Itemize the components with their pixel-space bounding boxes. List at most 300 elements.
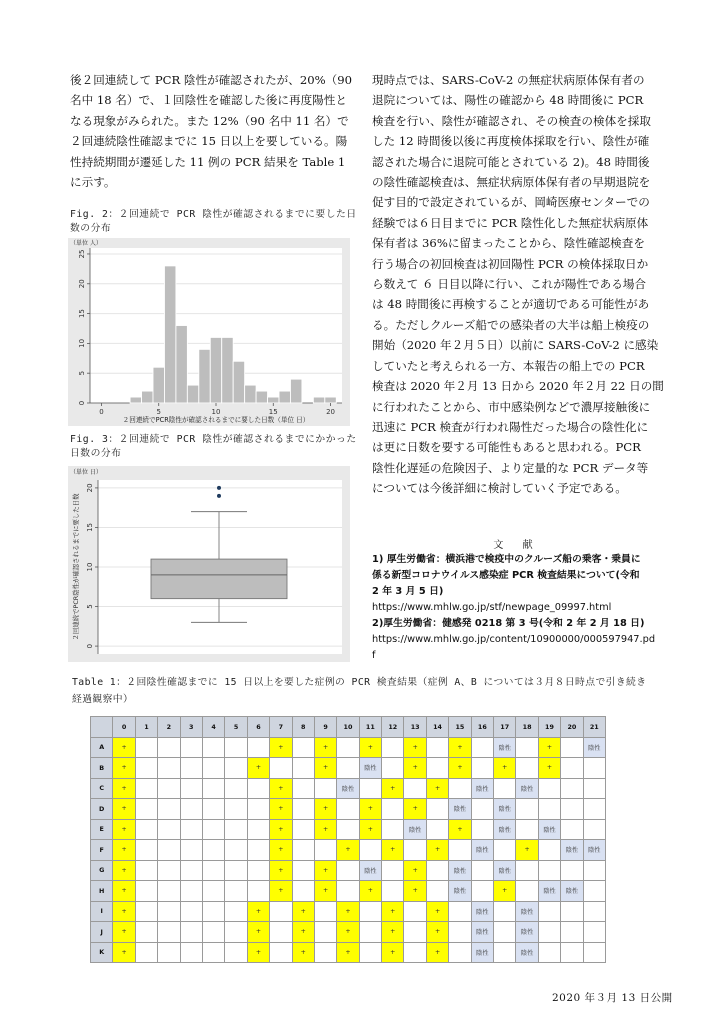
positive-cell: + (516, 840, 538, 861)
positive-cell: + (359, 737, 381, 758)
empty-cell (516, 758, 538, 779)
table-row (91, 758, 606, 779)
empty-cell (561, 758, 583, 779)
day-column-header: 16 (471, 717, 493, 738)
day-column-header: 13 (404, 717, 426, 738)
negative-cell: 陰性 (449, 881, 471, 902)
positive-cell: + (247, 922, 269, 943)
x-tick-label: 0 (99, 408, 104, 416)
histogram-bar (279, 391, 290, 403)
paragraph-line: ら数えて ６ 日目以降に行い、これが陽性である場合 (372, 277, 647, 292)
empty-cell (202, 799, 224, 820)
case-label: D (91, 799, 113, 820)
empty-cell (292, 799, 314, 820)
negative-cell: 陰性 (471, 942, 493, 963)
positive-cell: + (382, 942, 404, 963)
positive-cell: + (449, 819, 471, 840)
paragraph-line: なる現象がみられた。また 12%（90 名中 11 名）で (70, 113, 349, 128)
paragraph-line: ２回連続陰性確認までに 15 日以上を要している。陽 (70, 134, 348, 149)
positive-cell: + (337, 901, 359, 922)
x-axis-label: ２回連続でPCR陰性が確認されるまでに要した日数（単位 日） (122, 416, 310, 424)
figure-2-caption (70, 208, 355, 236)
reference-line: https://www.mhlw.go.jp/stf/newpage_09997.html (372, 602, 612, 613)
day-column-header: 3 (180, 717, 202, 738)
x-tick-label: 20 (326, 408, 336, 416)
empty-cell (135, 860, 157, 881)
empty-cell (225, 881, 247, 902)
positive-cell: + (426, 942, 448, 963)
empty-cell (382, 737, 404, 758)
positive-cell: + (314, 737, 336, 758)
empty-cell (247, 840, 269, 861)
empty-cell (583, 778, 605, 799)
day-column-header: 1 (135, 717, 157, 738)
negative-cell: 陰性 (471, 901, 493, 922)
empty-cell (202, 901, 224, 922)
empty-cell (314, 840, 336, 861)
empty-cell (180, 901, 202, 922)
empty-cell (404, 778, 426, 799)
empty-cell (180, 819, 202, 840)
empty-cell (561, 942, 583, 963)
empty-cell (180, 799, 202, 820)
empty-cell (382, 758, 404, 779)
negative-cell: 陰性 (494, 860, 516, 881)
positive-cell: + (404, 881, 426, 902)
empty-cell (516, 860, 538, 881)
empty-cell (359, 942, 381, 963)
empty-cell (292, 840, 314, 861)
positive-cell: + (270, 819, 292, 840)
day-column-header: 20 (561, 717, 583, 738)
empty-cell (583, 799, 605, 820)
empty-cell (270, 922, 292, 943)
table-1 (90, 716, 606, 963)
empty-cell (516, 737, 538, 758)
empty-cell (561, 860, 583, 881)
empty-cell (583, 922, 605, 943)
positive-cell: + (337, 922, 359, 943)
empty-cell (225, 799, 247, 820)
empty-cell (449, 922, 471, 943)
box (151, 559, 287, 599)
empty-cell (382, 799, 404, 820)
figure-3-boxplot (68, 466, 350, 662)
paragraph-line: 行う場合の初回検査は初回陽性 PCR の検体採取日か (372, 256, 649, 271)
empty-cell (292, 758, 314, 779)
positive-cell: + (113, 881, 135, 902)
table-row (91, 778, 606, 799)
case-label: J (91, 922, 113, 943)
negative-cell: 陰性 (494, 737, 516, 758)
histogram-bar (256, 391, 267, 403)
empty-cell (225, 942, 247, 963)
case-label: F (91, 840, 113, 861)
negative-cell: 陰性 (471, 922, 493, 943)
day-column-header: 21 (583, 717, 605, 738)
caption-line: 経過観察中） (72, 694, 134, 705)
positive-cell: + (404, 860, 426, 881)
positive-cell: + (538, 758, 560, 779)
empty-cell (314, 901, 336, 922)
empty-cell (135, 758, 157, 779)
x-tick-label: 15 (268, 408, 278, 416)
day-column-header: 6 (247, 717, 269, 738)
histogram-bar (199, 349, 210, 403)
empty-cell (158, 737, 180, 758)
positive-cell: + (113, 819, 135, 840)
paragraph-line: 経験では６日目までに PCR 陰性化した無症状病原体 (372, 215, 649, 230)
reference-line: 2 年 3 月 5 日) (372, 586, 444, 597)
empty-cell (538, 799, 560, 820)
positive-cell: + (314, 799, 336, 820)
empty-cell (135, 901, 157, 922)
positive-cell: + (113, 922, 135, 943)
left-column-paragraph (70, 70, 350, 192)
y-tick-label: 5 (78, 370, 86, 376)
y-tick-label: 10 (78, 338, 86, 348)
positive-cell: + (337, 942, 359, 963)
empty-cell (494, 778, 516, 799)
day-column-header: 10 (337, 717, 359, 738)
paragraph-line: 名中 18 名）で、１回陰性を確認した後に再度陽性と (70, 93, 347, 108)
empty-cell (471, 799, 493, 820)
negative-cell: 陰性 (494, 819, 516, 840)
paragraph-line: に示す。 (70, 175, 116, 190)
caption-line: Table 1：２回陰性確認までに 15 日以上を要した症例の PCR 検査結果（症例 A、B については３月８日時点で引き続き (72, 677, 647, 688)
empty-cell (583, 901, 605, 922)
empty-cell (180, 758, 202, 779)
table-row (91, 819, 606, 840)
paragraph-line: は更に日数を要する可能性もあると思われる。PCR (372, 440, 641, 455)
empty-cell (247, 881, 269, 902)
positive-cell: + (382, 901, 404, 922)
empty-cell (561, 778, 583, 799)
case-label: G (91, 860, 113, 881)
empty-cell (135, 778, 157, 799)
empty-cell (292, 737, 314, 758)
empty-cell (538, 901, 560, 922)
reference-line: https://www.mhlw.go.jp/content/10900000/000597947.pd (372, 634, 656, 645)
positive-cell: + (494, 881, 516, 902)
empty-cell (314, 778, 336, 799)
positive-cell: + (359, 799, 381, 820)
day-column-header: 4 (202, 717, 224, 738)
empty-cell (404, 901, 426, 922)
empty-cell (426, 819, 448, 840)
empty-cell (247, 819, 269, 840)
empty-cell (449, 942, 471, 963)
positive-cell: + (494, 758, 516, 779)
boxplot-svg (68, 466, 350, 662)
empty-cell (314, 942, 336, 963)
empty-cell (404, 922, 426, 943)
paragraph-line: 開始（2020 年２月５日）以前に SARS-CoV-2 に感染 (372, 338, 659, 353)
histogram-bar (142, 391, 153, 403)
empty-cell (471, 881, 493, 902)
empty-cell (158, 840, 180, 861)
histogram-bar (313, 397, 324, 403)
empty-cell (225, 922, 247, 943)
positive-cell: + (270, 737, 292, 758)
empty-cell (561, 737, 583, 758)
positive-cell: + (538, 737, 560, 758)
negative-cell: 陰性 (516, 942, 538, 963)
negative-cell: 陰性 (516, 901, 538, 922)
positive-cell: + (247, 758, 269, 779)
publication-date: 2020 年３月 13 日公開 (552, 992, 673, 1004)
paragraph-line: については今後詳細に検討していく予定である。 (372, 481, 627, 496)
table-row (91, 922, 606, 943)
empty-cell (494, 901, 516, 922)
empty-cell (583, 819, 605, 840)
positive-cell: + (113, 840, 135, 861)
empty-cell (202, 860, 224, 881)
paragraph-line: 促す目的で設定されているが、岡崎医療センターでの (372, 195, 650, 210)
empty-cell (158, 819, 180, 840)
positive-cell: + (270, 799, 292, 820)
negative-cell: 陰性 (449, 860, 471, 881)
histogram-bar (187, 385, 198, 403)
table-row (91, 840, 606, 861)
figure-2-histogram (68, 238, 350, 426)
histogram-bar (153, 367, 164, 403)
empty-cell (583, 881, 605, 902)
histogram-svg (68, 238, 350, 426)
references-list (372, 552, 662, 664)
y-tick-label: 0 (86, 643, 94, 649)
y-tick-label: 20 (86, 483, 94, 493)
caption-line: 日数の分布 (70, 448, 122, 459)
day-column-header: 11 (359, 717, 381, 738)
histogram-bar (130, 397, 141, 403)
empty-cell (202, 942, 224, 963)
paragraph-line: 認された場合に退院可能とされている 2)。48 時間後 (372, 154, 650, 169)
empty-cell (561, 799, 583, 820)
empty-cell (247, 799, 269, 820)
empty-cell (158, 881, 180, 902)
reference-line: f (372, 650, 376, 661)
negative-cell: 陰性 (561, 840, 583, 861)
negative-cell: 陰性 (449, 799, 471, 820)
negative-cell: 陰性 (583, 840, 605, 861)
y-tick-label: 15 (78, 309, 86, 319)
empty-cell (135, 819, 157, 840)
empty-cell (426, 881, 448, 902)
empty-cell (135, 942, 157, 963)
empty-cell (180, 737, 202, 758)
empty-cell (202, 819, 224, 840)
empty-cell (426, 860, 448, 881)
positive-cell: + (113, 737, 135, 758)
empty-cell (225, 778, 247, 799)
empty-cell (471, 860, 493, 881)
caption-line: 数の分布 (70, 223, 112, 234)
positive-cell: + (270, 860, 292, 881)
positive-cell: + (314, 819, 336, 840)
histogram-bar (245, 385, 256, 403)
positive-cell: + (113, 942, 135, 963)
reference-line: 係る新型コロナウイルス感染症 PCR 検査結果について(令和 (372, 570, 640, 581)
table-header-row (91, 717, 606, 738)
positive-cell: + (270, 881, 292, 902)
negative-cell: 陰性 (516, 778, 538, 799)
empty-cell (135, 881, 157, 902)
day-column-header: 12 (382, 717, 404, 738)
empty-cell (426, 737, 448, 758)
empty-cell (180, 881, 202, 902)
negative-cell: 陰性 (359, 758, 381, 779)
positive-cell: + (404, 799, 426, 820)
unit-label: （単位 日） (70, 469, 102, 476)
negative-cell: 陰性 (538, 881, 560, 902)
table-row (91, 737, 606, 758)
table-row (91, 799, 606, 820)
positive-cell: + (314, 881, 336, 902)
positive-cell: + (449, 758, 471, 779)
histogram-bar (268, 397, 279, 403)
empty-cell (382, 819, 404, 840)
outlier-point (217, 494, 221, 498)
negative-cell: 陰性 (583, 737, 605, 758)
positive-cell: + (270, 778, 292, 799)
positive-cell: + (426, 778, 448, 799)
day-column-header: 2 (158, 717, 180, 738)
histogram-bar (233, 361, 244, 403)
empty-cell (292, 881, 314, 902)
day-column-header: 17 (494, 717, 516, 738)
positive-cell: + (404, 737, 426, 758)
day-column-header: 5 (225, 717, 247, 738)
empty-cell (382, 881, 404, 902)
empty-cell (158, 901, 180, 922)
y-tick-label: 10 (86, 562, 94, 572)
y-axis-label: ２回連続でPCR陰性が確認されるまでに要した日数 (72, 493, 80, 641)
paragraph-line: した 12 時間後以後に再度検体採取を行い、陰性が確 (372, 134, 650, 149)
positive-cell: + (404, 758, 426, 779)
positive-cell: + (426, 901, 448, 922)
y-tick-label: 5 (86, 604, 94, 609)
case-label: I (91, 901, 113, 922)
positive-cell: + (449, 737, 471, 758)
day-column-header: 14 (426, 717, 448, 738)
outlier-point (217, 486, 221, 490)
paragraph-line: 現時点では、SARS-CoV-2 の無症状病原体保有者の (372, 73, 645, 87)
histogram-bar (325, 397, 336, 403)
x-tick-label: 5 (156, 408, 161, 416)
positive-cell: + (247, 901, 269, 922)
negative-cell: 陰性 (359, 860, 381, 881)
empty-cell (337, 799, 359, 820)
empty-cell (180, 942, 202, 963)
negative-cell: 陰性 (538, 819, 560, 840)
positive-cell: + (426, 840, 448, 861)
positive-cell: + (382, 922, 404, 943)
paragraph-line: 陰性化遅延の危険因子、より定量的な PCR データ等 (372, 460, 649, 475)
empty-cell (158, 942, 180, 963)
empty-cell (516, 799, 538, 820)
empty-cell (180, 840, 202, 861)
table-corner-cell (91, 717, 113, 738)
day-column-header: 7 (270, 717, 292, 738)
paragraph-line: 性持続期間が遷延した 11 例の PCR 結果を Table 1 (70, 154, 346, 169)
empty-cell (449, 778, 471, 799)
positive-cell: + (113, 758, 135, 779)
empty-cell (270, 758, 292, 779)
table-row (91, 860, 606, 881)
caption-line: Fig. 2：２回連続で PCR 陰性が確認されるまでに要した日 (70, 209, 357, 220)
empty-cell (202, 758, 224, 779)
positive-cell: + (292, 942, 314, 963)
empty-cell (202, 840, 224, 861)
histogram-bar (210, 337, 221, 403)
positive-cell: + (382, 778, 404, 799)
empty-cell (561, 901, 583, 922)
day-column-header: 0 (113, 717, 135, 738)
negative-cell: 陰性 (471, 840, 493, 861)
positive-cell: + (359, 819, 381, 840)
empty-cell (135, 922, 157, 943)
empty-cell (538, 860, 560, 881)
positive-cell: + (113, 860, 135, 881)
table-1-caption (72, 674, 672, 708)
empty-cell (135, 737, 157, 758)
positive-cell: + (382, 840, 404, 861)
empty-cell (404, 840, 426, 861)
empty-cell (359, 778, 381, 799)
positive-cell: + (270, 840, 292, 861)
negative-cell: 陰性 (561, 881, 583, 902)
empty-cell (314, 922, 336, 943)
negative-cell: 陰性 (471, 778, 493, 799)
empty-cell (247, 860, 269, 881)
positive-cell: + (113, 901, 135, 922)
empty-cell (449, 840, 471, 861)
empty-cell (449, 901, 471, 922)
empty-cell (270, 901, 292, 922)
histogram-bar (164, 266, 175, 403)
empty-cell (202, 737, 224, 758)
empty-cell (471, 819, 493, 840)
empty-cell (135, 840, 157, 861)
empty-cell (292, 778, 314, 799)
empty-cell (225, 819, 247, 840)
positive-cell: + (292, 922, 314, 943)
empty-cell (247, 778, 269, 799)
empty-cell (426, 758, 448, 779)
paragraph-line: していたと考えられる一方、本報告の船上での PCR (372, 358, 645, 373)
empty-cell (426, 799, 448, 820)
empty-cell (516, 819, 538, 840)
figure-3-caption (70, 433, 355, 461)
paragraph-line: に行われたことから、市中感染例などで濃厚接触後に (372, 399, 651, 414)
paragraph-line: 検査は 2020 年２月 13 日から 2020 年２月 22 日の間 (372, 379, 664, 394)
empty-cell (202, 778, 224, 799)
positive-cell: + (113, 799, 135, 820)
empty-cell (225, 737, 247, 758)
empty-cell (471, 737, 493, 758)
empty-cell (158, 922, 180, 943)
case-label: B (91, 758, 113, 779)
positive-cell: + (337, 840, 359, 861)
day-column-header: 9 (314, 717, 336, 738)
histogram-bar (176, 326, 187, 404)
negative-cell: 陰性 (404, 819, 426, 840)
empty-cell (180, 778, 202, 799)
day-column-header: 18 (516, 717, 538, 738)
empty-cell (359, 901, 381, 922)
empty-cell (404, 942, 426, 963)
